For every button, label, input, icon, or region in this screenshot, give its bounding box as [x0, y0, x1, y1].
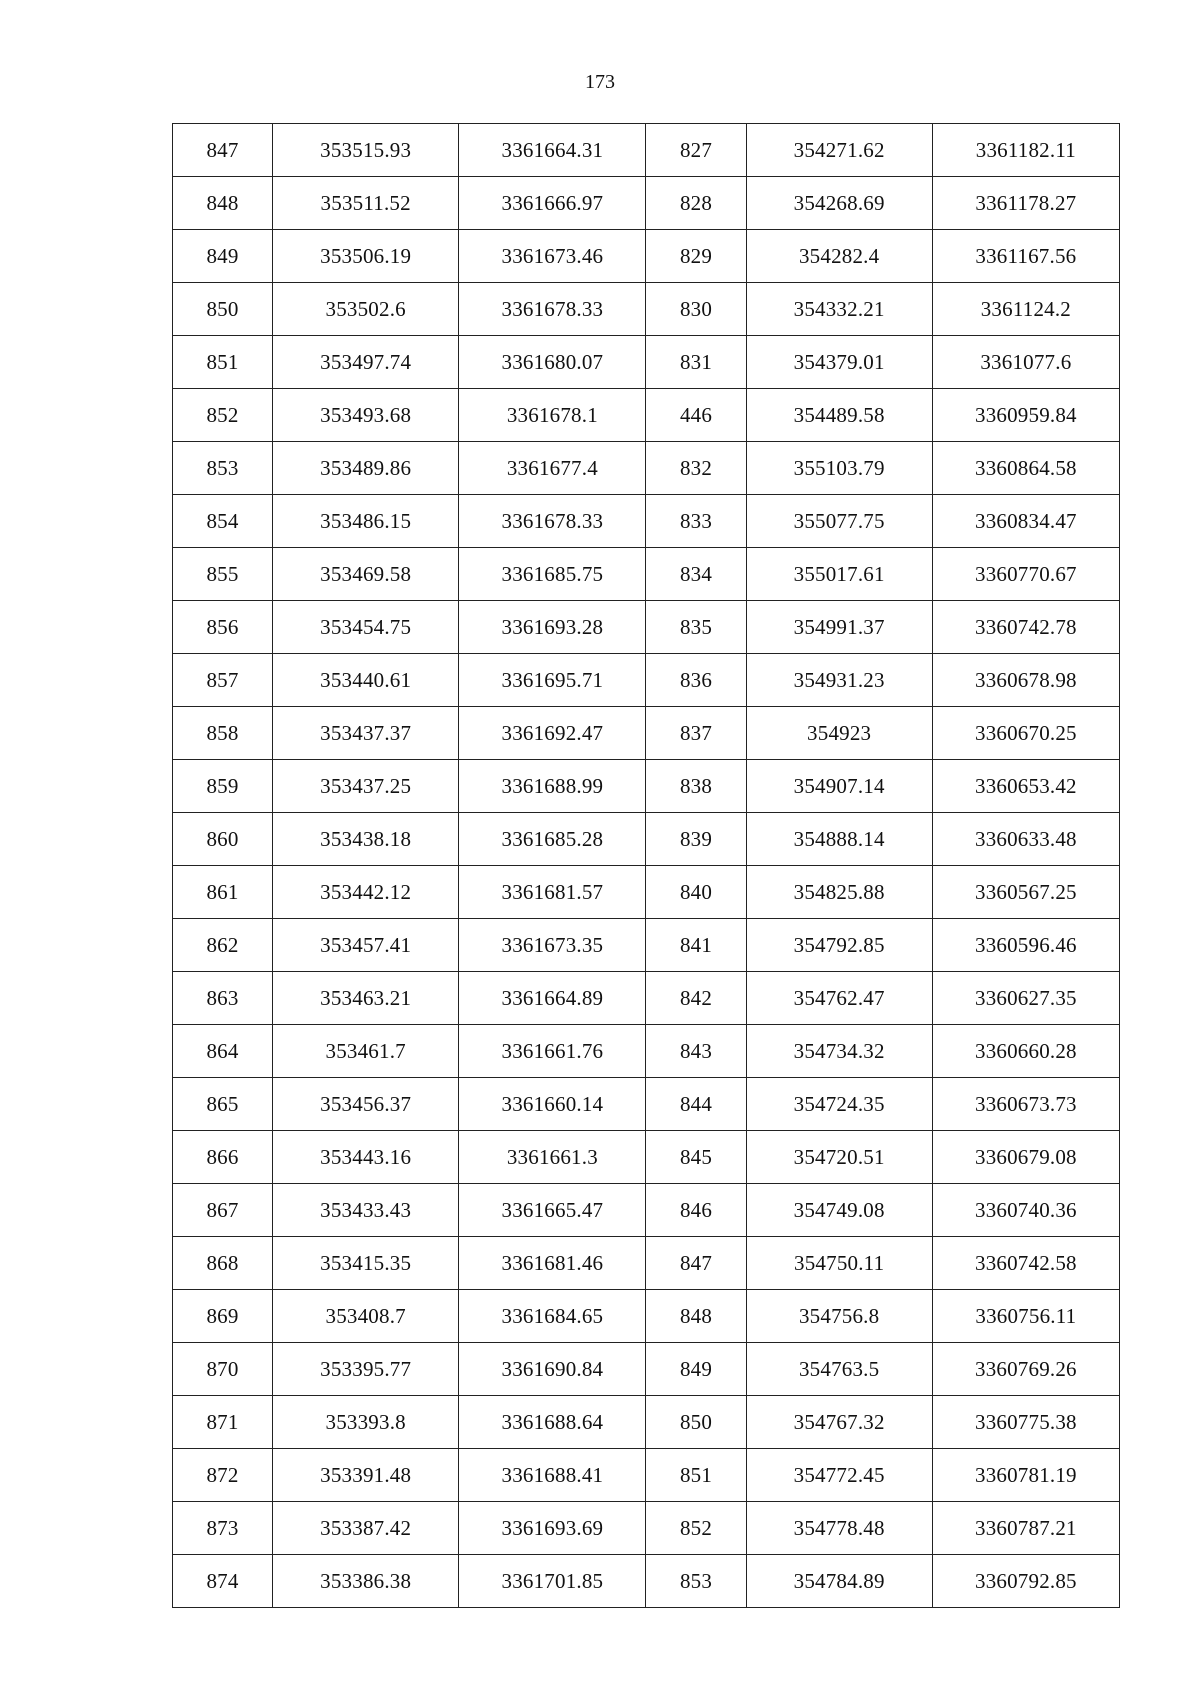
table-cell-y-coord: 3361695.71 [459, 654, 646, 707]
table-cell-point-id: 860 [173, 813, 273, 866]
table-cell-point-id: 866 [173, 1131, 273, 1184]
table-cell-x-coord: 353502.6 [273, 283, 459, 336]
table-cell-x-coord: 354271.62 [746, 124, 932, 177]
table-row [173, 1396, 1120, 1449]
table-cell-y-coord: 3360959.84 [932, 389, 1119, 442]
table-cell-point-id: 834 [646, 548, 746, 601]
table-cell-y-coord: 3361701.85 [459, 1555, 646, 1608]
table-cell-point-id: 874 [173, 1555, 273, 1608]
table-cell-point-id: 846 [646, 1184, 746, 1237]
table-cell-x-coord: 354792.85 [746, 919, 932, 972]
table-cell-y-coord: 3360834.47 [932, 495, 1119, 548]
table-cell-y-coord: 3361677.4 [459, 442, 646, 495]
table-cell-x-coord: 353393.8 [273, 1396, 459, 1449]
table-cell-y-coord: 3360769.26 [932, 1343, 1119, 1396]
table-cell-x-coord: 354268.69 [746, 177, 932, 230]
table-cell-point-id: 828 [646, 177, 746, 230]
table-cell-x-coord: 354931.23 [746, 654, 932, 707]
table-cell-x-coord: 353442.12 [273, 866, 459, 919]
table-row [173, 1237, 1120, 1290]
table-cell-x-coord: 354762.47 [746, 972, 932, 1025]
table-cell-x-coord: 353387.42 [273, 1502, 459, 1555]
table-row [173, 124, 1120, 177]
table-cell-point-id: 842 [646, 972, 746, 1025]
table-cell-x-coord: 353463.21 [273, 972, 459, 1025]
table-cell-y-coord: 3361692.47 [459, 707, 646, 760]
table-cell-point-id: 836 [646, 654, 746, 707]
table-cell-y-coord: 3361660.14 [459, 1078, 646, 1131]
table-cell-point-id: 859 [173, 760, 273, 813]
table-cell-y-coord: 3361681.57 [459, 866, 646, 919]
table-cell-point-id: 851 [646, 1449, 746, 1502]
table-cell-point-id: 837 [646, 707, 746, 760]
table-cell-y-coord: 3361678.33 [459, 495, 646, 548]
table-cell-y-coord: 3360864.58 [932, 442, 1119, 495]
table-cell-x-coord: 355103.79 [746, 442, 932, 495]
table-cell-point-id: 840 [646, 866, 746, 919]
table-cell-y-coord: 3360775.38 [932, 1396, 1119, 1449]
table-cell-y-coord: 3361693.69 [459, 1502, 646, 1555]
table-cell-point-id: 835 [646, 601, 746, 654]
table-cell-point-id: 871 [173, 1396, 273, 1449]
table-cell-y-coord: 3361665.47 [459, 1184, 646, 1237]
table-cell-y-coord: 3360740.36 [932, 1184, 1119, 1237]
table-cell-y-coord: 3361693.28 [459, 601, 646, 654]
table-cell-y-coord: 3361678.33 [459, 283, 646, 336]
table-cell-point-id: 838 [646, 760, 746, 813]
table-cell-point-id: 850 [646, 1396, 746, 1449]
table-cell-y-coord: 3361690.84 [459, 1343, 646, 1396]
table-cell-y-coord: 3360627.35 [932, 972, 1119, 1025]
table-row [173, 1290, 1120, 1343]
table-cell-x-coord: 354763.5 [746, 1343, 932, 1396]
table-cell-x-coord: 354749.08 [746, 1184, 932, 1237]
table-cell-point-id: 831 [646, 336, 746, 389]
table-cell-x-coord: 354784.89 [746, 1555, 932, 1608]
table-cell-x-coord: 353506.19 [273, 230, 459, 283]
table-row [173, 1343, 1120, 1396]
table-cell-x-coord: 353456.37 [273, 1078, 459, 1131]
table-row [173, 601, 1120, 654]
coordinate-table-body [173, 124, 1120, 1608]
table-cell-y-coord: 3361688.99 [459, 760, 646, 813]
table-cell-y-coord: 3361688.64 [459, 1396, 646, 1449]
table-cell-x-coord: 354923 [746, 707, 932, 760]
page-number: 173 [585, 71, 615, 93]
table-cell-point-id: 848 [173, 177, 273, 230]
table-cell-y-coord: 3360678.98 [932, 654, 1119, 707]
table-cell-point-id: 850 [173, 283, 273, 336]
table-cell-y-coord: 3361666.97 [459, 177, 646, 230]
table-cell-y-coord: 3360679.08 [932, 1131, 1119, 1184]
table-cell-y-coord: 3361178.27 [932, 177, 1119, 230]
table-cell-point-id: 862 [173, 919, 273, 972]
table-row [173, 919, 1120, 972]
table-cell-point-id: 855 [173, 548, 273, 601]
table-row [173, 548, 1120, 601]
table-cell-point-id: 864 [173, 1025, 273, 1078]
table-cell-y-coord: 3360781.19 [932, 1449, 1119, 1502]
table-cell-x-coord: 354489.58 [746, 389, 932, 442]
table-cell-x-coord: 354825.88 [746, 866, 932, 919]
table-cell-point-id: 865 [173, 1078, 273, 1131]
table-cell-point-id: 830 [646, 283, 746, 336]
table-cell-x-coord: 354888.14 [746, 813, 932, 866]
table-row [173, 1025, 1120, 1078]
table-cell-point-id: 849 [173, 230, 273, 283]
table-cell-point-id: 843 [646, 1025, 746, 1078]
table-row [173, 389, 1120, 442]
table-row [173, 654, 1120, 707]
table-cell-y-coord: 3361673.35 [459, 919, 646, 972]
table-cell-x-coord: 354379.01 [746, 336, 932, 389]
table-row [173, 813, 1120, 866]
table-row [173, 1078, 1120, 1131]
table-cell-x-coord: 354750.11 [746, 1237, 932, 1290]
table-cell-point-id: 845 [646, 1131, 746, 1184]
table-cell-x-coord: 353486.15 [273, 495, 459, 548]
table-cell-x-coord: 354720.51 [746, 1131, 932, 1184]
table-cell-y-coord: 3361688.41 [459, 1449, 646, 1502]
table-cell-y-coord: 3361664.89 [459, 972, 646, 1025]
coordinate-table [172, 123, 1120, 1608]
table-row [173, 1184, 1120, 1237]
table-cell-y-coord: 3361681.46 [459, 1237, 646, 1290]
table-cell-point-id: 849 [646, 1343, 746, 1396]
table-cell-x-coord: 353461.7 [273, 1025, 459, 1078]
table-cell-x-coord: 353454.75 [273, 601, 459, 654]
table-cell-x-coord: 353438.18 [273, 813, 459, 866]
table-cell-y-coord: 3360742.58 [932, 1237, 1119, 1290]
table-cell-y-coord: 3360756.11 [932, 1290, 1119, 1343]
table-cell-y-coord: 3360673.73 [932, 1078, 1119, 1131]
table-cell-x-coord: 353497.74 [273, 336, 459, 389]
table-cell-y-coord: 3360792.85 [932, 1555, 1119, 1608]
table-cell-x-coord: 355077.75 [746, 495, 932, 548]
table-cell-y-coord: 3361678.1 [459, 389, 646, 442]
table-cell-point-id: 857 [173, 654, 273, 707]
table-cell-point-id: 832 [646, 442, 746, 495]
table-cell-x-coord: 353415.35 [273, 1237, 459, 1290]
table-cell-y-coord: 3360770.67 [932, 548, 1119, 601]
table-cell-point-id: 829 [646, 230, 746, 283]
table-cell-x-coord: 353440.61 [273, 654, 459, 707]
table-cell-x-coord: 353391.48 [273, 1449, 459, 1502]
table-cell-x-coord: 353395.77 [273, 1343, 459, 1396]
table-cell-x-coord: 353437.25 [273, 760, 459, 813]
table-cell-x-coord: 354332.21 [746, 283, 932, 336]
table-row [173, 177, 1120, 230]
table-cell-x-coord: 353511.52 [273, 177, 459, 230]
table-cell-x-coord: 353437.37 [273, 707, 459, 760]
table-cell-point-id: 839 [646, 813, 746, 866]
table-cell-x-coord: 353408.7 [273, 1290, 459, 1343]
table-cell-y-coord: 3361077.6 [932, 336, 1119, 389]
table-cell-x-coord: 354991.37 [746, 601, 932, 654]
table-cell-point-id: 870 [173, 1343, 273, 1396]
table-cell-y-coord: 3360653.42 [932, 760, 1119, 813]
table-cell-point-id: 852 [646, 1502, 746, 1555]
table-cell-point-id: 856 [173, 601, 273, 654]
table-cell-x-coord: 354724.35 [746, 1078, 932, 1131]
table-cell-x-coord: 353457.41 [273, 919, 459, 972]
table-cell-y-coord: 3360742.78 [932, 601, 1119, 654]
table-cell-y-coord: 3361661.76 [459, 1025, 646, 1078]
table-cell-point-id: 863 [173, 972, 273, 1025]
table-cell-y-coord: 3361167.56 [932, 230, 1119, 283]
table-cell-x-coord: 353469.58 [273, 548, 459, 601]
table-cell-y-coord: 3360660.28 [932, 1025, 1119, 1078]
table-cell-point-id: 841 [646, 919, 746, 972]
table-cell-y-coord: 3361680.07 [459, 336, 646, 389]
table-cell-y-coord: 3361685.28 [459, 813, 646, 866]
table-cell-point-id: 847 [173, 124, 273, 177]
table-cell-x-coord: 353515.93 [273, 124, 459, 177]
table-cell-point-id: 851 [173, 336, 273, 389]
table-cell-point-id: 844 [646, 1078, 746, 1131]
table-cell-x-coord: 354772.45 [746, 1449, 932, 1502]
table-cell-x-coord: 353493.68 [273, 389, 459, 442]
table-cell-point-id: 854 [173, 495, 273, 548]
table-row [173, 336, 1120, 389]
table-cell-point-id: 861 [173, 866, 273, 919]
table-cell-x-coord: 355017.61 [746, 548, 932, 601]
table-cell-point-id: 852 [173, 389, 273, 442]
table-cell-point-id: 873 [173, 1502, 273, 1555]
table-row [173, 972, 1120, 1025]
table-cell-point-id: 446 [646, 389, 746, 442]
table-row [173, 495, 1120, 548]
table-cell-point-id: 853 [173, 442, 273, 495]
table-cell-y-coord: 3360596.46 [932, 919, 1119, 972]
table-row [173, 760, 1120, 813]
table-cell-x-coord: 353489.86 [273, 442, 459, 495]
table-row [173, 866, 1120, 919]
table-row [173, 1449, 1120, 1502]
table-row [173, 442, 1120, 495]
table-cell-y-coord: 3361182.11 [932, 124, 1119, 177]
table-cell-y-coord: 3360670.25 [932, 707, 1119, 760]
table-cell-y-coord: 3360567.25 [932, 866, 1119, 919]
table-row [173, 283, 1120, 336]
table-cell-x-coord: 353443.16 [273, 1131, 459, 1184]
table-cell-point-id: 833 [646, 495, 746, 548]
table-cell-x-coord: 353433.43 [273, 1184, 459, 1237]
table-cell-point-id: 827 [646, 124, 746, 177]
table-cell-x-coord: 354282.4 [746, 230, 932, 283]
table-cell-y-coord: 3361673.46 [459, 230, 646, 283]
table-cell-y-coord: 3360787.21 [932, 1502, 1119, 1555]
table-row [173, 1555, 1120, 1608]
table-cell-point-id: 868 [173, 1237, 273, 1290]
table-cell-x-coord: 354734.32 [746, 1025, 932, 1078]
table-row [173, 707, 1120, 760]
table-cell-y-coord: 3361685.75 [459, 548, 646, 601]
table-cell-point-id: 858 [173, 707, 273, 760]
table-cell-y-coord: 3361124.2 [932, 283, 1119, 336]
table-cell-x-coord: 354767.32 [746, 1396, 932, 1449]
table-cell-point-id: 848 [646, 1290, 746, 1343]
table-cell-point-id: 869 [173, 1290, 273, 1343]
table-cell-y-coord: 3361661.3 [459, 1131, 646, 1184]
table-cell-x-coord: 354756.8 [746, 1290, 932, 1343]
table-row [173, 230, 1120, 283]
table-row [173, 1131, 1120, 1184]
table-cell-point-id: 847 [646, 1237, 746, 1290]
table-cell-point-id: 853 [646, 1555, 746, 1608]
table-row [173, 1502, 1120, 1555]
table-cell-point-id: 872 [173, 1449, 273, 1502]
table-cell-y-coord: 3361684.65 [459, 1290, 646, 1343]
table-cell-point-id: 867 [173, 1184, 273, 1237]
table-cell-y-coord: 3360633.48 [932, 813, 1119, 866]
table-cell-x-coord: 354778.48 [746, 1502, 932, 1555]
table-cell-x-coord: 353386.38 [273, 1555, 459, 1608]
table-cell-x-coord: 354907.14 [746, 760, 932, 813]
table-cell-y-coord: 3361664.31 [459, 124, 646, 177]
